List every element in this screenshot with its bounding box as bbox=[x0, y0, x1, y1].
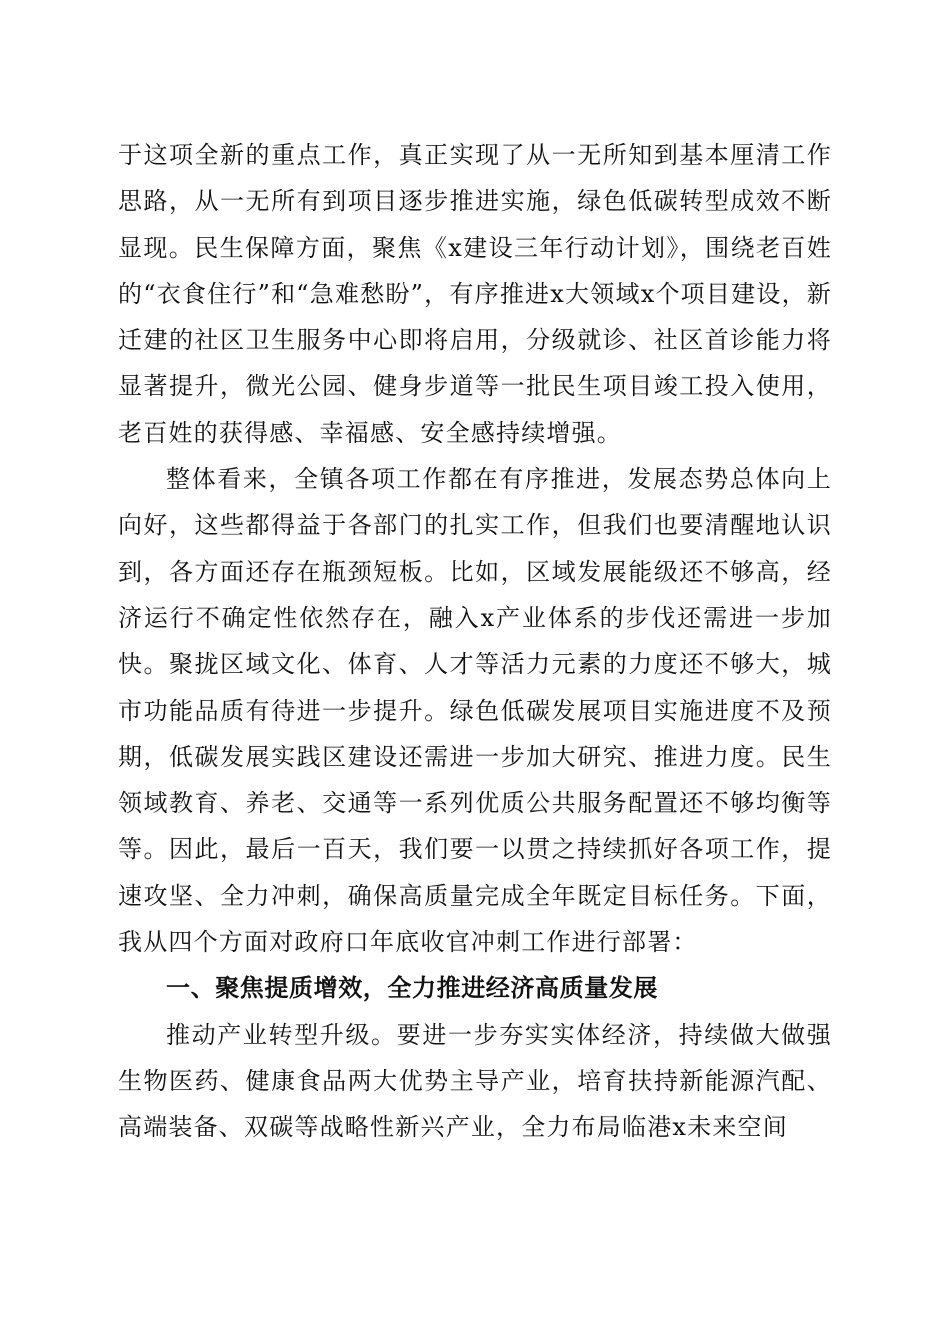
paragraph-industry-upgrade: 推动产业转型升级。要进一步夯实实体经济，持续做大做强生物医药、健康食品两大优势主导产业，培育扶持新能源汽配、高端装备、双碳等战略性新兴产业，全力布局临港x未来空间 bbox=[118, 1020, 832, 1142]
section-heading-1: 一、聚焦提质增效，全力推进经济高质量发展 bbox=[166, 974, 658, 1003]
paragraph-overall-assessment: 整体看来，全镇各项工作都在有序推进，发展态势总体向上向好，这些都得益于各部门的扎实工作，但我们也要清醒地认识到，各方面还存在瓶颈短板。比如，区域发展能级还不够高，经济运行不确定性依然存在，融入x产业体系的步伐还需进一步加快。聚拢区域文化、体育、人才等活力元素的力度还不够大，城市功能品质有待进一步提升。绿色低碳发展项目实施进度不及预期，低碳发展实践区建设还需进一步加大研究、推进力度。民生领域教育、养老、交通等一系列优质公共服务配置还不够均衡等等。因此，最后一百天，我们要一以贯之持续抓好各项工作，提速攻坚、全力冲刺，确保高质量完成全年既定目标任务。下面，我从四个方面对政府口年底收官冲刺工作进行部署： bbox=[118, 465, 832, 957]
paragraph-continuation: 于这项全新的重点工作，真正实现了从一无所知到基本厘清工作思路，从一无所有到项目逐步推进实施，绿色低碳转型成效不断显现。民生保障方面，聚焦《x建设三年行动计划》，围绕老百姓的“衣食住行”和“急难愁盼”，有序推进x大领域x个项目建设，新迁建的社区卫生服务中心即将启用，分级就诊、社区首诊能力将显著提升，微光公园、健身步道等一批民生项目竣工投入使用，老百姓的获得感、幸福感、安全感持续增强。 bbox=[118, 141, 832, 447]
document-body bbox=[118, 132, 832, 1151]
